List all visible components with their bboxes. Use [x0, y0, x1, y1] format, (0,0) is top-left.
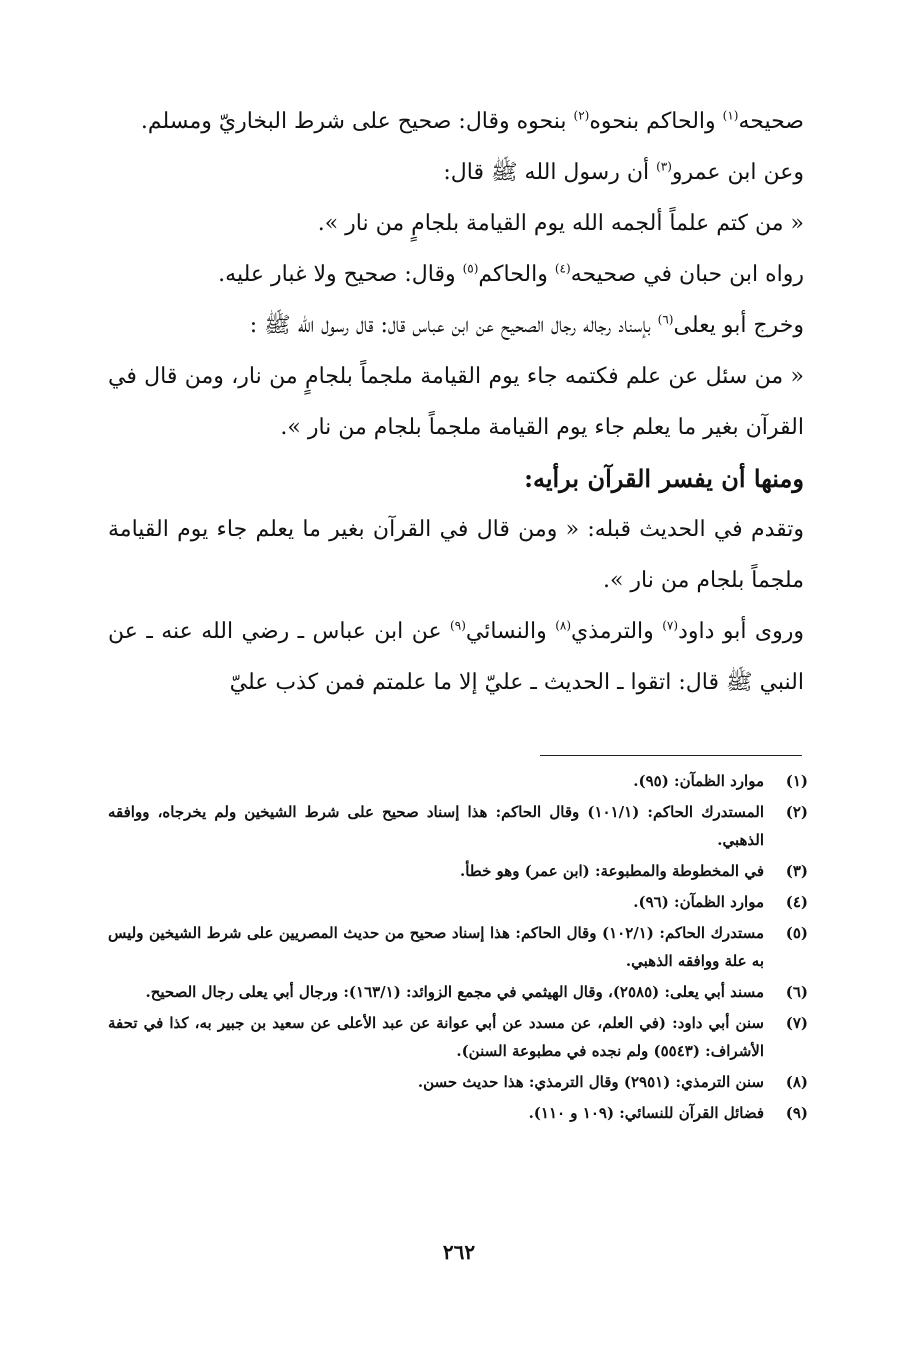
text-run: صحيحه [738, 109, 804, 134]
footnote-number: (٩) [785, 1104, 808, 1122]
footnote-text: في المخطوطة والمطبوعة: (ابن عمر) وهو خطأ. [459, 862, 764, 880]
page-number: ٢٦٢ [442, 1240, 476, 1264]
footnotes [108, 767, 808, 1130]
footnote-ref: (٧) [662, 618, 679, 633]
footnote-number: (١) [785, 772, 808, 790]
footnote-number: (٧) [785, 1014, 808, 1032]
footnote [108, 857, 808, 885]
text-run: وروى أبو داود [678, 619, 804, 644]
footnote-ref: (٣) [656, 159, 672, 174]
text-run: وخرج أبو يعلى [673, 313, 804, 338]
paragraph [108, 606, 804, 708]
paragraph [108, 249, 804, 300]
text-run: أن رسول الله ﷺ قال: [443, 160, 657, 185]
footnote [108, 978, 808, 1006]
footnote-text: مستدرك الحاكم: (١٠٢/١) وقال الحاكم: هذا إسناد صحيح من حديث المصريين على شرط الشيخين وليس به علة ووافقه الذهبي. [108, 924, 764, 970]
section-heading: ومنها أن يفسر القرآن برأيه: [524, 464, 804, 493]
text-run: عن ابن عباس ـ رضي الله عنه ـ عن النبي ﷺ قال: اتقوا ـ الحديث ـ عليّ إلا ما علمتم فمن كذب عليّ [108, 619, 804, 695]
main-text [108, 96, 804, 708]
footnote [108, 1099, 808, 1127]
text-run: وقال: صحيح ولا غبار عليه. [218, 262, 463, 287]
footnote-ref: (١) [722, 108, 739, 123]
footnote-text: سنن أبي داود: (في العلم، عن مسدد عن أبي عوانة عن عبد الأعلى عن سعيد بن جبير به، كذا في تحفة الأشراف: (٥٥٤٣) ولم نجده في مطبوعة السنن). [108, 1014, 764, 1060]
footnote-number: (٨) [785, 1073, 808, 1091]
footnote-text: موارد الظمآن: (٩٦). [633, 893, 764, 911]
footnote-ref: (٤) [554, 261, 571, 276]
text-run: والحاكم [478, 262, 555, 287]
footnote [108, 1068, 808, 1096]
footnote-text: سنن الترمذي: (٢٩٥١) وقال الترمذي: هذا حديث حسن. [417, 1073, 764, 1091]
text-run: وعن ابن عمرو [671, 160, 804, 185]
footnote-divider [540, 755, 802, 756]
footnote-ref: (٩) [450, 618, 466, 633]
footnote-text: مسند أبي يعلى: (٢٥٨٥)، وقال الهيثمي في مجمع الزوائد: (١٦٣/١): ورجال أبي يعلى رجال الصحيح. [145, 983, 764, 1001]
footnote [108, 919, 808, 975]
paragraph [108, 300, 804, 351]
text-run: بنحوه وقال: صحيح على شرط البخاريّ ومسلم. [140, 109, 574, 134]
text-run: والنسائي [465, 619, 556, 644]
footnote-number: (٦) [785, 983, 808, 1001]
paragraph: وتقدم في الحديث قبله: « ومن قال في القرآن بغير ما يعلم جاء يوم القيامة ملجماً بلجام من نار ». [108, 517, 804, 593]
paragraph [108, 96, 804, 147]
text-run: والترمذي [571, 619, 663, 644]
paragraph [108, 147, 804, 198]
footnote [108, 888, 808, 916]
footnote-ref: (٦) [657, 312, 674, 327]
footnote-ref: (٢) [573, 108, 590, 123]
footnote-ref: (٨) [555, 618, 572, 633]
footnote-text: المستدرك الحاكم: (١٠١/١) وقال الحاكم: هذا إسناد صحيح على شرط الشيخين ولم يخرجاه، ووافقه الذهبي. [108, 803, 764, 849]
footnote-number: (٣) [785, 862, 808, 880]
footnote-ref: (٥) [462, 261, 479, 276]
footnote-text: موارد الظمآن: (٩٥). [633, 772, 764, 790]
footnote-number: (٥) [785, 924, 808, 942]
hadith-quote: « من كتم علماً ألجمه الله يوم القيامة بلجامٍ من نار ». [317, 211, 804, 236]
footnote-number: (٢) [785, 803, 808, 821]
footnote-text: فضائل القرآن للنسائي: (١٠٩ و ١١٠). [528, 1104, 764, 1122]
footnote [108, 798, 808, 854]
footnote-number: (٤) [785, 893, 808, 911]
text-run: والحاكم بنحوه [589, 109, 723, 134]
text-run: بإسناد رجاله رجال الصحيح عن ابن عباس قال: قال رسول الله ﷺ : [249, 313, 658, 338]
hadith-quote: « من سئل عن علم فكتمه جاء يوم القيامة ملجماً بلجامٍ من نار، ومن قال في القرآن بغير ما يعلم جاء يوم القيامة ملجماً بلجام من نار ». [108, 364, 804, 440]
text-run: رواه ابن حبان في صحيحه [570, 262, 804, 287]
footnote [108, 767, 808, 795]
footnote [108, 1009, 808, 1065]
